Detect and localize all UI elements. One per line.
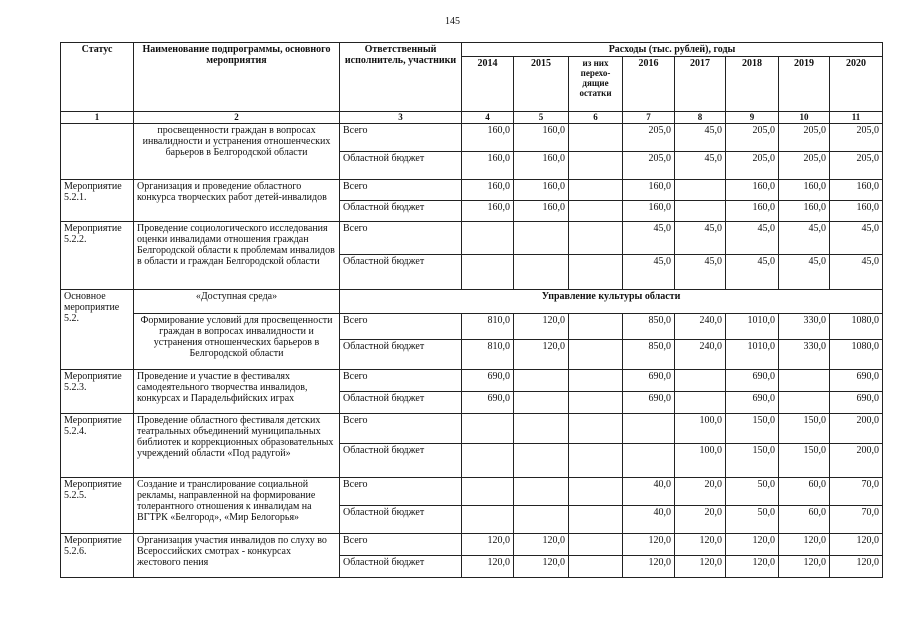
value-cell: 100,0 [675, 444, 726, 478]
page-number: 145 [445, 16, 460, 27]
value-cell: 330,0 [779, 340, 830, 370]
value-cell: 20,0 [675, 478, 726, 506]
value-cell [569, 152, 623, 180]
status-cell [61, 124, 134, 180]
value-cell [462, 478, 514, 506]
executor-cell: Всего [340, 124, 462, 152]
value-cell: 690,0 [623, 370, 675, 392]
value-cell: 200,0 [830, 414, 883, 444]
table-row [61, 314, 883, 340]
value-cell: 205,0 [623, 152, 675, 180]
executor-cell: Областной бюджет [340, 201, 462, 222]
value-cell: 160,0 [462, 201, 514, 222]
value-cell: 120,0 [726, 534, 779, 556]
column-number: 11 [830, 112, 883, 124]
executor-cell: Областной бюджет [340, 340, 462, 370]
value-cell: 690,0 [462, 370, 514, 392]
event-name-cell: Проведение социологического исследования оценки инвалидами отношения граждан Белгородской области к проблемам инвалидов в области и граждан Белгородской области [134, 222, 340, 290]
value-cell: 70,0 [830, 478, 883, 506]
value-cell [569, 124, 623, 152]
value-cell [514, 255, 569, 290]
value-cell: 205,0 [830, 124, 883, 152]
value-cell: 120,0 [462, 534, 514, 556]
executor-cell: Областной бюджет [340, 444, 462, 478]
value-cell: 20,0 [675, 506, 726, 534]
value-cell: 1010,0 [726, 314, 779, 340]
column-number: 10 [779, 112, 830, 124]
value-cell: 690,0 [830, 392, 883, 414]
value-cell: 45,0 [623, 222, 675, 255]
value-cell: 150,0 [726, 444, 779, 478]
value-cell [514, 506, 569, 534]
value-cell: 160,0 [779, 180, 830, 201]
value-cell: 205,0 [830, 152, 883, 180]
value-cell: 160,0 [462, 180, 514, 201]
status-cell: Мероприятие 5.2.4. [61, 414, 134, 478]
value-cell: 45,0 [726, 255, 779, 290]
value-cell [514, 414, 569, 444]
value-cell [569, 414, 623, 444]
status-cell: Мероприятие 5.2.1. [61, 180, 134, 222]
value-cell: 240,0 [675, 340, 726, 370]
table-row [61, 290, 883, 314]
table-row [61, 414, 883, 444]
value-cell: 160,0 [623, 180, 675, 201]
value-cell: 150,0 [779, 444, 830, 478]
value-cell: 160,0 [779, 201, 830, 222]
executor-cell: Всего [340, 478, 462, 506]
event-name-cell: Организация участия инвалидов по слуху во Всероссийских смотрах - конкурсах жестового пения [134, 534, 340, 578]
value-cell: 690,0 [726, 370, 779, 392]
executor-cell: Всего [340, 222, 462, 255]
header-status: Статус [61, 43, 134, 112]
value-cell: 45,0 [779, 255, 830, 290]
value-cell: 100,0 [675, 414, 726, 444]
value-cell [623, 444, 675, 478]
value-cell [514, 444, 569, 478]
value-cell: 160,0 [462, 152, 514, 180]
value-cell: 330,0 [779, 314, 830, 340]
executor-cell: Всего [340, 414, 462, 444]
executor-cell: Областной бюджет [340, 152, 462, 180]
table-row [61, 222, 883, 255]
value-cell [569, 534, 623, 556]
executor-cell: Областной бюджет [340, 556, 462, 578]
value-cell: 160,0 [726, 201, 779, 222]
value-cell [675, 370, 726, 392]
value-cell [569, 255, 623, 290]
header-year: 2014 [462, 57, 514, 112]
value-cell: 160,0 [830, 201, 883, 222]
column-number: 5 [514, 112, 569, 124]
value-cell [779, 392, 830, 414]
executor-cell: Областной бюджет [340, 255, 462, 290]
header-year: 2017 [675, 57, 726, 112]
value-cell: 205,0 [779, 152, 830, 180]
value-cell [569, 314, 623, 340]
value-cell: 240,0 [675, 314, 726, 340]
value-cell: 45,0 [726, 222, 779, 255]
value-cell: 120,0 [514, 314, 569, 340]
value-cell [569, 370, 623, 392]
column-number: 2 [134, 112, 340, 124]
value-cell: 120,0 [675, 556, 726, 578]
header-year: 2019 [779, 57, 830, 112]
table-row [61, 180, 883, 201]
value-cell: 120,0 [830, 556, 883, 578]
value-cell: 690,0 [830, 370, 883, 392]
value-cell: 150,0 [726, 414, 779, 444]
value-cell: 850,0 [623, 340, 675, 370]
value-cell: 120,0 [462, 556, 514, 578]
header-year: 2018 [726, 57, 779, 112]
column-number-row [61, 112, 883, 124]
column-number: 7 [623, 112, 675, 124]
status-cell: Мероприятие 5.2.6. [61, 534, 134, 578]
status-cell: Мероприятие 5.2.5. [61, 478, 134, 534]
value-cell [514, 478, 569, 506]
event-name-cell: Организация и проведение областного конкурса творческих работ детей-инвалидов [134, 180, 340, 222]
value-cell: 120,0 [779, 534, 830, 556]
value-cell [462, 444, 514, 478]
value-cell: 120,0 [726, 556, 779, 578]
header-year: 2015 [514, 57, 569, 112]
table-row [61, 124, 883, 152]
main-event-description: Формирование условий для просвещенности граждан в вопросах инвалидности и устранения отношенческих барьеров в Белгородской области [134, 314, 340, 370]
value-cell: 40,0 [623, 478, 675, 506]
value-cell: 120,0 [514, 534, 569, 556]
value-cell: 45,0 [830, 255, 883, 290]
executor-cell: Всего [340, 534, 462, 556]
value-cell: 810,0 [462, 314, 514, 340]
header-executor: Ответственный исполнитель, участники [340, 43, 462, 112]
value-cell: 1080,0 [830, 340, 883, 370]
value-cell: 1080,0 [830, 314, 883, 340]
status-cell: Мероприятие 5.2.2. [61, 222, 134, 290]
value-cell: 160,0 [514, 180, 569, 201]
value-cell [514, 222, 569, 255]
value-cell: 160,0 [462, 124, 514, 152]
event-name-cell: Создание и транслирование социальной рекламы, направленной на формирование толерантного отношения к инвалидам на ВГТРК «Белгород», «Мир Белогорья» [134, 478, 340, 534]
value-cell [779, 370, 830, 392]
value-cell: 160,0 [830, 180, 883, 201]
value-cell: 45,0 [675, 255, 726, 290]
value-cell: 50,0 [726, 506, 779, 534]
main-event-title: «Доступная среда» [134, 290, 340, 314]
column-number: 6 [569, 112, 623, 124]
value-cell [462, 506, 514, 534]
value-cell [675, 180, 726, 201]
value-cell [462, 414, 514, 444]
value-cell: 120,0 [830, 534, 883, 556]
value-cell: 160,0 [514, 152, 569, 180]
value-cell: 850,0 [623, 314, 675, 340]
value-cell: 120,0 [514, 340, 569, 370]
event-name-cell: Проведение областного фестиваля детских театральных объединений муниципальных библиотек и коррекционных образовательных учреждений области «Под радугой» [134, 414, 340, 478]
value-cell: 120,0 [779, 556, 830, 578]
value-cell [569, 201, 623, 222]
column-number: 9 [726, 112, 779, 124]
event-name-cell: Проведение и участие в фестивалях самодеятельного творчества инвалидов, конкурсах и Парадельфийских играх [134, 370, 340, 414]
value-cell: 40,0 [623, 506, 675, 534]
value-cell: 1010,0 [726, 340, 779, 370]
value-cell: 160,0 [726, 180, 779, 201]
column-number: 1 [61, 112, 134, 124]
value-cell [569, 340, 623, 370]
value-cell [675, 392, 726, 414]
value-cell [569, 556, 623, 578]
department-cell: Управление культуры области [340, 290, 883, 314]
value-cell: 160,0 [514, 124, 569, 152]
table-row [61, 534, 883, 556]
value-cell [675, 201, 726, 222]
table-row [61, 478, 883, 506]
value-cell: 205,0 [623, 124, 675, 152]
value-cell: 150,0 [779, 414, 830, 444]
value-cell: 45,0 [675, 222, 726, 255]
value-cell: 205,0 [726, 152, 779, 180]
value-cell: 60,0 [779, 506, 830, 534]
value-cell [462, 255, 514, 290]
value-cell [462, 222, 514, 255]
value-cell: 70,0 [830, 506, 883, 534]
value-cell: 60,0 [779, 478, 830, 506]
value-cell: 205,0 [726, 124, 779, 152]
value-cell: 120,0 [623, 534, 675, 556]
value-cell: 50,0 [726, 478, 779, 506]
value-cell: 120,0 [675, 534, 726, 556]
header-expenses: Расходы (тыс. рублей), годы [462, 43, 883, 57]
column-number: 4 [462, 112, 514, 124]
value-cell: 160,0 [623, 201, 675, 222]
value-cell: 45,0 [779, 222, 830, 255]
value-cell [514, 392, 569, 414]
value-cell [569, 444, 623, 478]
value-cell [623, 414, 675, 444]
value-cell: 810,0 [462, 340, 514, 370]
executor-cell: Всего [340, 370, 462, 392]
value-cell [569, 392, 623, 414]
value-cell [569, 180, 623, 201]
value-cell [569, 478, 623, 506]
event-name-cell: просвещенности граждан в вопросах инвалидности и устранения отношенческих барьеров в Белгородской области [134, 124, 340, 180]
value-cell [569, 222, 623, 255]
value-cell: 45,0 [830, 222, 883, 255]
value-cell [514, 370, 569, 392]
value-cell: 45,0 [675, 152, 726, 180]
status-cell: Основное мероприятие 5.2. [61, 290, 134, 370]
value-cell: 45,0 [675, 124, 726, 152]
value-cell: 160,0 [514, 201, 569, 222]
column-number: 3 [340, 112, 462, 124]
table-row [61, 370, 883, 392]
status-cell: Мероприятие 5.2.3. [61, 370, 134, 414]
value-cell: 690,0 [726, 392, 779, 414]
executor-cell: Всего [340, 314, 462, 340]
executor-cell: Областной бюджет [340, 392, 462, 414]
header-name: Наименование подпрограммы, основного мероприятия [134, 43, 340, 112]
value-cell: 690,0 [462, 392, 514, 414]
value-cell: 120,0 [514, 556, 569, 578]
header-carryover: из них перехо-дящие остатки [569, 57, 623, 112]
executor-cell: Всего [340, 180, 462, 201]
value-cell: 45,0 [623, 255, 675, 290]
value-cell [569, 506, 623, 534]
column-number: 8 [675, 112, 726, 124]
budget-table [60, 42, 883, 578]
executor-cell: Областной бюджет [340, 506, 462, 534]
header-year: 2020 [830, 57, 883, 112]
value-cell: 690,0 [623, 392, 675, 414]
value-cell: 200,0 [830, 444, 883, 478]
value-cell: 205,0 [779, 124, 830, 152]
header-year: 2016 [623, 57, 675, 112]
value-cell: 120,0 [623, 556, 675, 578]
